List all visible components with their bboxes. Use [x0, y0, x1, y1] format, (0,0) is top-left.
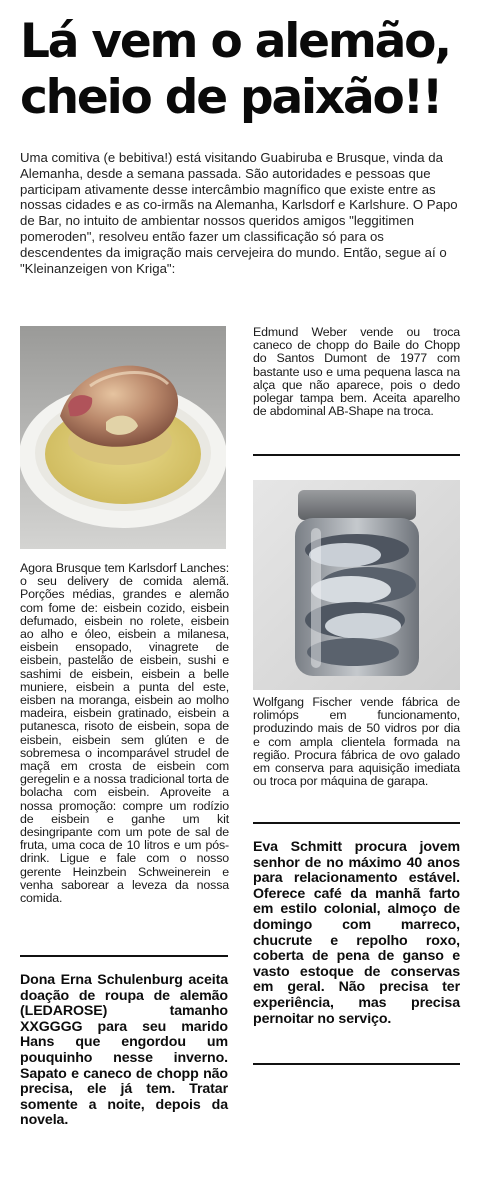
- ad-eva-schmitt: Eva Schmitt procura jovem senhor de no máximo 40 anos para relacionamento estável. Oferece café da manhã farto em estilo colonial, almoço de domingo com marreco, chucrute e repolho roxo, coberta de pena de ganso e vasto estoque de conservas em geral. Não precisa ter experiência, mas precisa pernoitar no serviço.: [253, 839, 460, 1027]
- ad-karlsdorf-lanches: Agora Brusque tem Karlsdorf Lanches: o seu delivery de comida alemã. Porções médias, grandes e alemão com fome de: eisbein cozido, eisbein defumado, eisbein no rolete, eisbein ao alho e óleo, eisbein a milanesa, eisbein ensopado, vinagrete de eisbein, pastelão de eisbein, sushi e sashimi de eisbein, eisbein a belle muniere, eisbein a punta del este, eisben na moranga, eisbein ao molho madeira, eisbein gratinado, eisbein a putanesca, risoto de eisbein, sopa de eisbein, eisbein sem glúten e de sobremesa o incomparável strudel de maçã em crosta de eisbein com geregelin e a nossa tradicional torta de bolacha com eisbein. Aproveite a nossa promoção: compre um rodízio de eisbein e ganhe um kit desingripante com um pote de sal de fruta, uma coca de 10 litros e um pós-drink. Ligue e fale com o nosso gerente Heinzbein Schweinerein e venha saborear a leveza da nossa comida.: [20, 561, 229, 906]
- divider-left-1: [20, 955, 228, 957]
- divider-right-2: [253, 822, 460, 824]
- headline-line-1: Lá vem o alemão,: [20, 14, 450, 69]
- divider-right-3: [253, 1063, 460, 1065]
- intro-paragraph: Uma comitiva (e bebitiva!) está visitando Guabiruba e Brusque, vinda da Alemanha, desde a semana passada. São autoridades e pessoas que participam ativamente desse intercâmbio magnífico que existe entre as nossas cidades e as co-irmãs na Alemanha, Karlsdorf e Karlshure. O Papo de Bar, no intuito de ambientar nossos queridos amigos "leggitimen pomeroden", resolveu então fazer um classificação só para os descendentes da imigração mais cervejeira do mundo. Então, segue aí o "Kleinanzeigen von Kriga":: [20, 150, 458, 276]
- headline: [20, 14, 470, 126]
- eisbein-photo: [20, 326, 226, 549]
- rollmops-jar-photo: [253, 480, 460, 690]
- ad-wolfgang-fischer: Wolfgang Fischer vende fábrica de rolimóps em funcionamento, produzindo mais de 50 vidros por dia e com ampla clientela formada na região. Procura fábrica de ovo galado em conserva para aquisição imediata ou troca por máquina de garapa.: [253, 695, 460, 789]
- ad-dona-erna: Dona Erna Schulenburg aceita doação de roupa de alemão (LEDAROSE) tamanho XXGGGG para seu marido Hans que engordou um pouquinho nesse inverno. Sapato e caneco de chopp não precisa, ele já tem. Tratar somente a noite, depois da novela.: [20, 972, 228, 1129]
- headline-line-2: cheio de paixão!!: [20, 70, 442, 125]
- ad-edmund-weber: Edmund Weber vende ou troca caneco de chopp do Baile do Chopp do Santos Dumont de 1977 com bastante uso e uma pequena lasca na alça que não aparece, pois o dedo polegar tampa bem. Aceita aparelho de abdominal AB-Shape na troca.: [253, 325, 460, 419]
- divider-right-1: [253, 454, 460, 456]
